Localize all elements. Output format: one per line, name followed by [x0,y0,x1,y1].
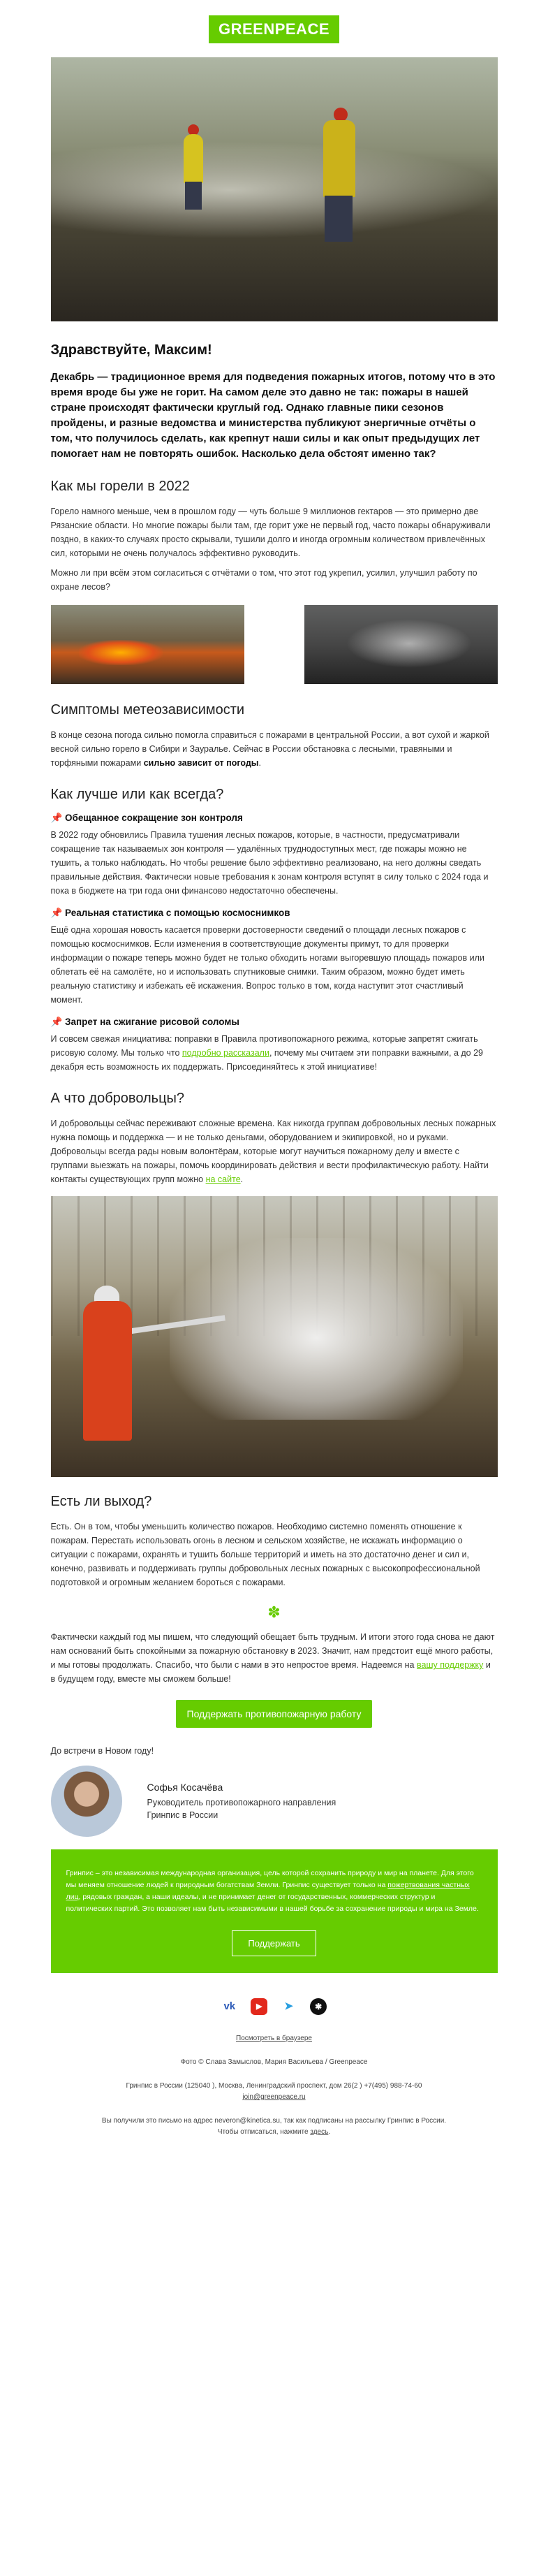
paragraph [51,728,498,770]
hero-image-firefighters [51,57,498,321]
flame-shape [79,640,163,665]
site-link[interactable]: на сайте [205,1174,241,1184]
text: Чтобы отписаться, нажмите [217,2128,309,2136]
section-title: Есть ли выход? [50,1494,152,1509]
text: Гринпис – это независимая международная организация, цель которой сохранить природу и мир на планете. Для этого мы меняем отношение людей к природным богатствам Земли. Гринпис существует только на [66,1869,474,1889]
support-link[interactable]: вашу поддержку [417,1660,484,1670]
section-title: Как лучше или как всегда? [50,787,224,802]
steam-shape [170,1238,463,1420]
signature-org: Гринпис в России [147,1810,219,1820]
text: и в будущем году, вместе мы сможем больше! [50,1660,491,1684]
firefighter-figure [83,1301,132,1441]
subsection-title: 📌 Реальная статистика с помощью космоснимков [50,908,290,918]
donations-link[interactable]: пожертвования частных лиц [66,1881,470,1901]
section-title: А что добровольцы? [50,1091,185,1106]
section-title: Как мы горели в 2022 [50,479,190,494]
browser-link-row [0,2033,548,2044]
paragraph: В 2022 году обновились Правила тушения лесных пожаров, которые, в частности, предусматривали сокращение так называемых зон контроля — удалённых труднодоступных мест, где пожары можно не тушить, а только наблюдать. Но чтобы решение было эффективно реализовано, на него должны сведать правильные действия. Фактически новые требования к зонам контроля вступят в силу только с 2024 года и пока в бюджете на три года они финансово недостаточно обеспечены. [50,830,489,896]
signature-name: Софья Косачёва [147,1782,223,1793]
firefighter-figure [184,134,203,183]
telegram-icon[interactable]: ➤ [284,2000,293,2012]
signature [51,1766,498,1837]
text: , рядовых граждан, а наши идеалы, и не принимает денег от государственных, коммерческих структур и политических партий. Это позволяет нам быть независимыми в нашей борьбе за сохранение природы и мира на Земле. [66,1893,479,1913]
photo-credit: Фото © Слава Замыслов, Мария Васильева / Greenpeace [180,2058,368,2066]
vk-icon[interactable]: vk [223,2000,236,2012]
section-title: Симптомы метеозависимости [50,702,245,718]
text: . [240,1174,244,1184]
paragraph [51,1630,498,1686]
footer-about-box [51,1849,498,1973]
firefighter-legs [185,182,202,210]
header [0,15,548,57]
paragraph [51,1032,498,1074]
text: , почему мы считаем эти поправки важными, а до 29 декабря есть возможность их поддержать. Присоединяйтесь к этой инициативе! [50,1048,483,1072]
text: . [258,758,261,768]
support-fire-work-button[interactable]: Поддержать противопожарную работу [176,1700,373,1728]
paragraph: Можно ли при всём этом согласиться с отчётами о том, что этот год укрепил, усилил, улучшил работу по охране лесов? [50,568,477,592]
smoke-shape [51,141,498,239]
text: . [328,2128,331,2136]
smoke-shape [346,619,472,668]
unsubscribe-link[interactable]: здесь [310,2128,329,2136]
paragraph: Горело намного меньше, чем в прошлом году — чуть больше 9 миллионов гектаров — это примерно две Рязанские области. Но многие пожары были там, где горит уже не первый год, часто пожары обнаруживали поздно, в каких-то случаях просто скрывали, тушили долго и иногда огромным количеством привлечённых сил, которыми не очень получалось эффективно руководить. [50,507,491,558]
greeting: Здравствуйте, Максим! [50,342,212,358]
text: И добровольцы сейчас переживают сложные времена. Как никогда группам добровольных лесных пожарных нужна помощь и поддержка — и не только деньгами, оборудованием и экипировкой, но и руками. Добровольцы всегда рады новым волонтёрам, которые могут научиться пожарному делу и вместе с группами выезжать на пожары, помочь координировать действия и вести профилактическую работу. Найти контакты существующих групп можно [50,1119,496,1184]
email-link[interactable]: join@greenpeace.ru [242,2093,306,2101]
firefighter-helmet [334,108,348,122]
paragraph: Есть. Он в том, чтобы уменьшить количество пожаров. Необходимо системно поменять отношение к пожарам. Перестать использовать огонь в лесном и сельском хозяйстве, не искажать информацию о ситуации с пожарами, охранять и тушить больше территорий и иметь на это достаточно денег и сил и, конечно, развивать и поддерживать группы добровольных лесных пожарных с высокопрофессиональной подготовкой и огромным желанием бороться с пожарами. [50,1522,480,1587]
paragraph [51,1116,498,1186]
signature-role: Руководитель противопожарного направления [147,1798,336,1807]
donate-button[interactable]: Поддержать [232,1930,316,1956]
firefighter-figure [323,120,355,197]
text: Фактически каждый год мы пишем, что следующий обещает быть трудным. И итоги этого года снова не дают нам оснований быть спокойными за пожарную обстановку в 2023. Значит, нам предстоит ещё много работы, и мы готовы продолжать. Спасибо, что были с нами в это непростое время. Надеемся на [50,1632,495,1670]
other-icon[interactable]: ✱ [310,1998,327,2015]
subsection-title: 📌 Обещанное сокращение зон контроля [50,813,243,823]
greenpeace-logo[interactable]: GREENPEACE [209,15,339,43]
subsection-title: 📌 Запрет на сжигание рисовой соломы [50,1017,239,1027]
photo-firefighter-hose [51,1196,498,1477]
lead-paragraph: Декабрь — традиционное время для подведения пожарных итогов, потому что в это время вроде бы уже не горит. На самом деле это давно не так: пожары в нашей стране происходят фактически круглый год. Однако главные пики сезонов пройдены, и разные ведомства и министерства публикуют энергичные отчёты о том, что получилось сделать, как крепнут наши силы и как опыт предыдущих лет помогает нам не повторять ошибок. Насколько дела обстоят именно так? [50,371,496,460]
address: Гринпис в России (125040 ), Москва, Ленинградский проспект, дом 26(2 ) +7(495) 988-74-60 [126,2082,422,2090]
avatar [51,1766,122,1837]
paragraph: Ещё одна хорошая новость касается проверки достоверности сведений о площади лесных пожаров с помощью космоснимков. Если изменения в соответствующие документы примут, то для проверки информации о пожаре теперь можно будет не только обходить ногами выгоревшую площадь пожаров или облетать её на самолёте, но и использовать спутниковые снимки. Таким образом, можно будет иметь реальную статистику и избежать её искажения. Вопрос только в том, когда наступит этот счастливый момент. [50,925,484,1005]
photo-grass-fire [51,605,244,684]
main-content [51,57,498,1837]
photo-pair [51,605,498,684]
details-link[interactable]: подробно рассказали [182,1048,269,1058]
subscription-note: Вы получили это письмо на адрес neveron@kinetica.su, так как подписаны на рассылку Гринпис в России. [101,2117,447,2125]
cta-row [51,1700,498,1728]
social-links [0,1998,548,2015]
photo-smoke [304,605,498,684]
text: И совсем свежая инициатива: поправки в Правила противопожарного режима, которые запретят сжигать рисовую солому. Мы только что [50,1034,478,1058]
farewell: До встречи в Новом году! [50,1746,154,1756]
text: В конце сезона погода сильно помогла справиться с пожарами в центральной России, а вот сухой и жаркой весной сильно горело в Сибири и Зауралье. Сейчас в России обстановка с лесными, травяными и торфяными пожарами [50,730,489,768]
about-text [66,1868,482,1915]
bold-text: сильно зависит от погоды [143,758,259,768]
youtube-icon[interactable]: ▶ [251,1998,267,2015]
footer-button-row [66,1930,482,1956]
sprout-icon: ✽ [267,1603,281,1621]
signature-info [147,1781,336,1821]
email-row [0,2092,548,2103]
view-in-browser-link[interactable]: Посмотреть в браузере [236,2035,312,2042]
firefighter-legs [325,196,353,242]
unsubscribe-row [0,2127,548,2138]
